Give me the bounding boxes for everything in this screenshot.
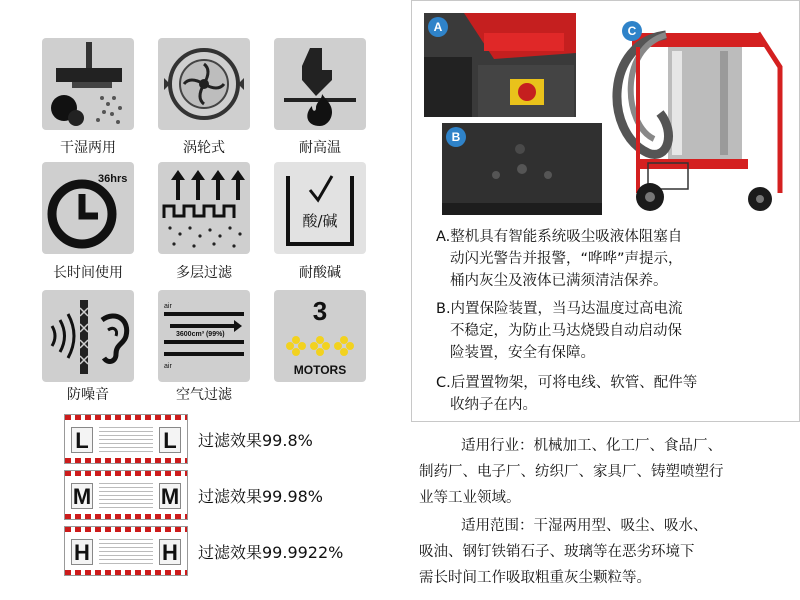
feature-label-multi-filter: 多层过滤 <box>176 265 232 281</box>
photo-tag-a: A <box>428 17 448 37</box>
clock-icon <box>42 162 134 254</box>
feature-label-noise: 防噪音 <box>67 387 109 403</box>
feature-label-long-use: 长时间使用 <box>53 265 123 281</box>
note-a-line-2: 动闪光警告并报警，“哗哗”声提示， <box>450 251 683 267</box>
note-a-line-3: 桶内灰尘及液体已满须清洁保养。 <box>450 273 668 289</box>
scope-line-2: 吸油、钢钉铁销石子、玻璃等在恶劣环境下 <box>419 544 695 560</box>
feature-label-wet-dry: 干湿两用 <box>60 140 116 156</box>
photo-b-protection-device <box>442 123 602 215</box>
industries-line-1: 适用行业：机械加工、化工厂、食品厂、 <box>461 438 722 454</box>
beaker-icon-text: 酸/碱 <box>302 212 338 230</box>
filter-class-l <box>64 414 384 464</box>
badge-letter-left: L <box>71 427 93 453</box>
feature-label-acid: 耐酸碱 <box>299 265 341 281</box>
airflow-icon-text: 3600cm³ (99%) <box>176 331 225 338</box>
airflow-air-text: air <box>164 303 172 310</box>
photo-c-vacuum-machine <box>608 13 794 217</box>
clock-icon-text: 36hrs <box>98 173 128 185</box>
badge-letter-right: L <box>159 427 181 453</box>
motors-number: 3 <box>312 296 328 326</box>
filter-badge-m <box>64 470 188 520</box>
badge-letter-right: H <box>159 539 181 565</box>
note-c-line-1: C.后置置物架，可将电线、软管、配件等 <box>436 375 698 391</box>
turbine-icon <box>158 38 250 130</box>
noise-ear-icon <box>42 290 134 382</box>
photo-tag-b: B <box>446 127 466 147</box>
filter-class-m <box>64 470 384 520</box>
filter-efficiency-text: 过滤效果99.9922% <box>198 543 344 562</box>
industries-line-3: 业等工业领域。 <box>419 490 521 506</box>
scope-line-1: 适用范围：干湿两用型、吸尘、吸水、 <box>461 518 708 534</box>
photo-a-control-panel <box>424 13 576 117</box>
filter-efficiency-text: 过滤效果99.8% <box>198 431 313 450</box>
product-detail-frame <box>411 0 800 422</box>
beaker-icon <box>274 162 366 254</box>
airflow-icon <box>158 290 250 382</box>
feature-label-turbine: 涡轮式 <box>183 140 225 156</box>
filter-class-h <box>64 526 384 576</box>
airflow-air-text-2: air <box>164 363 172 370</box>
note-b-line-3: 险装置，安全有保障。 <box>450 345 595 361</box>
note-b-line-1: B.内置保险装置，当马达温度过高电流 <box>436 301 683 317</box>
feature-label-air: 空气过滤 <box>176 387 232 403</box>
filter-efficiency-text: 过滤效果99.98% <box>198 487 324 506</box>
filter-layers-icon <box>158 162 250 254</box>
motors-icon <box>274 290 366 382</box>
filter-badge-l <box>64 414 188 464</box>
scope-line-3: 需长时间工作吸取粗重灰尘颗粒等。 <box>419 570 651 586</box>
industries-line-2: 制药厂、电子厂、纺织厂、家具厂、铸塑喷塑行 <box>419 464 724 480</box>
product-panel <box>411 0 800 600</box>
badge-letter-left: H <box>71 539 93 565</box>
note-b-line-2: 不稳定，为防止马达烧毁自动启动保 <box>450 323 682 339</box>
floor-squeegee-icon <box>42 38 134 130</box>
flame-hand-icon <box>274 38 366 130</box>
photo-tag-c: C <box>622 21 642 41</box>
badge-letter-left: M <box>72 484 92 509</box>
badge-letter-right: M <box>160 484 180 509</box>
note-c-line-2: 收纳子在内。 <box>450 397 537 413</box>
filter-badge-h <box>64 526 188 576</box>
feature-label-heat: 耐高温 <box>299 140 341 156</box>
note-a-line-1: A.整机具有智能系统吸尘吸液体阻塞自 <box>436 229 683 245</box>
motors-label: MOTORS <box>293 363 347 377</box>
